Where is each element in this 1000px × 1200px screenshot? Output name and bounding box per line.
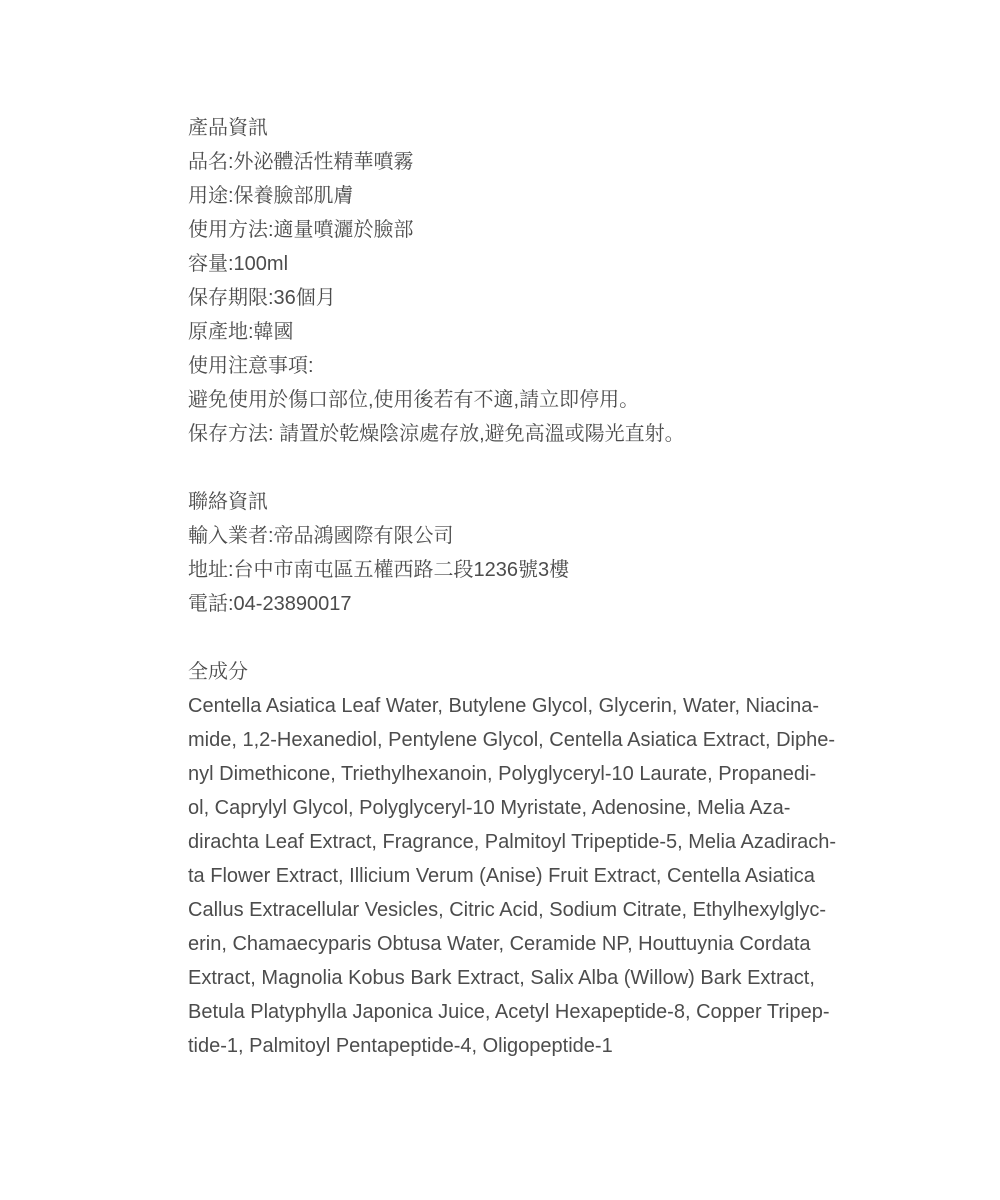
ingredients-line: Callus Extracellular Vesicles, Citric Acid, Sodium Citrate, Ethylhexylglyc- — [188, 899, 826, 921]
phone-line: 電話:04-23890017 — [188, 593, 352, 615]
origin-line: 原產地:韓國 — [188, 321, 294, 343]
product-usage-line: 用途:保養臉部肌膚 — [188, 185, 354, 207]
ingredients-line: dirachta Leaf Extract, Fragrance, Palmitoyl Tripeptide-5, Melia Azadirach- — [188, 831, 837, 853]
ingredients-line: ol, Caprylyl Glycol, Polyglyceryl-10 Myristate, Adenosine, Melia Aza- — [188, 797, 791, 819]
ingredients-line: erin, Chamaecyparis Obtusa Water, Ceramide NP, Houttuynia Cordata — [188, 933, 811, 955]
ingredients-line: tide-1, Palmitoyl Pentapeptide-4, Oligopeptide-1 — [188, 1035, 613, 1057]
ingredients-section — [188, 655, 888, 1063]
ingredients-line: nyl Dimethicone, Triethylhexanoin, Polyglyceryl-10 Laurate, Propanedi- — [188, 763, 817, 785]
contact-info-heading: 聯絡資訊 — [188, 491, 268, 513]
shelf-life-line: 保存期限:36個月 — [188, 287, 336, 309]
application-method-line: 使用方法:適量噴灑於臉部 — [188, 219, 414, 241]
volume-line: 容量:100ml — [188, 253, 289, 275]
product-info-heading: 產品資訊 — [188, 117, 268, 139]
product-name-line: 品名:外泌體活性精華噴霧 — [188, 151, 414, 173]
address-line: 地址:台中市南屯區五權西路二段1236號3樓 — [188, 559, 570, 581]
ingredients-line: Extract, Magnolia Kobus Bark Extract, Salix Alba (Willow) Bark Extract, — [188, 967, 815, 989]
ingredients-heading: 全成分 — [188, 661, 248, 683]
ingredients-line: mide, 1,2-Hexanediol, Pentylene Glycol, Centella Asiatica Extract, Diphe- — [188, 729, 835, 751]
storage-method-line: 保存方法: 請置於乾燥陰涼處存放,避免高溫或陽光直射。 — [188, 423, 685, 445]
product-info-section — [188, 111, 888, 451]
ingredients-line: ta Flower Extract, Illicium Verum (Anise) Fruit Extract, Centella Asiatica — [188, 865, 815, 887]
ingredients-line: Centella Asiatica Leaf Water, Butylene Glycol, Glycerin, Water, Niacina- — [188, 695, 820, 717]
precautions-heading-line: 使用注意事項: — [188, 355, 314, 377]
product-description-page — [188, 111, 888, 1063]
contact-info-section — [188, 485, 888, 621]
precaution-warning-line: 避免使用於傷口部位,使用後若有不適,請立即停用。 — [188, 389, 640, 411]
ingredients-line: Betula Platyphylla Japonica Juice, Acetyl Hexapeptide-8, Copper Tripep- — [188, 1001, 830, 1023]
importer-line: 輸入業者:帝品鴻國際有限公司 — [188, 525, 454, 547]
